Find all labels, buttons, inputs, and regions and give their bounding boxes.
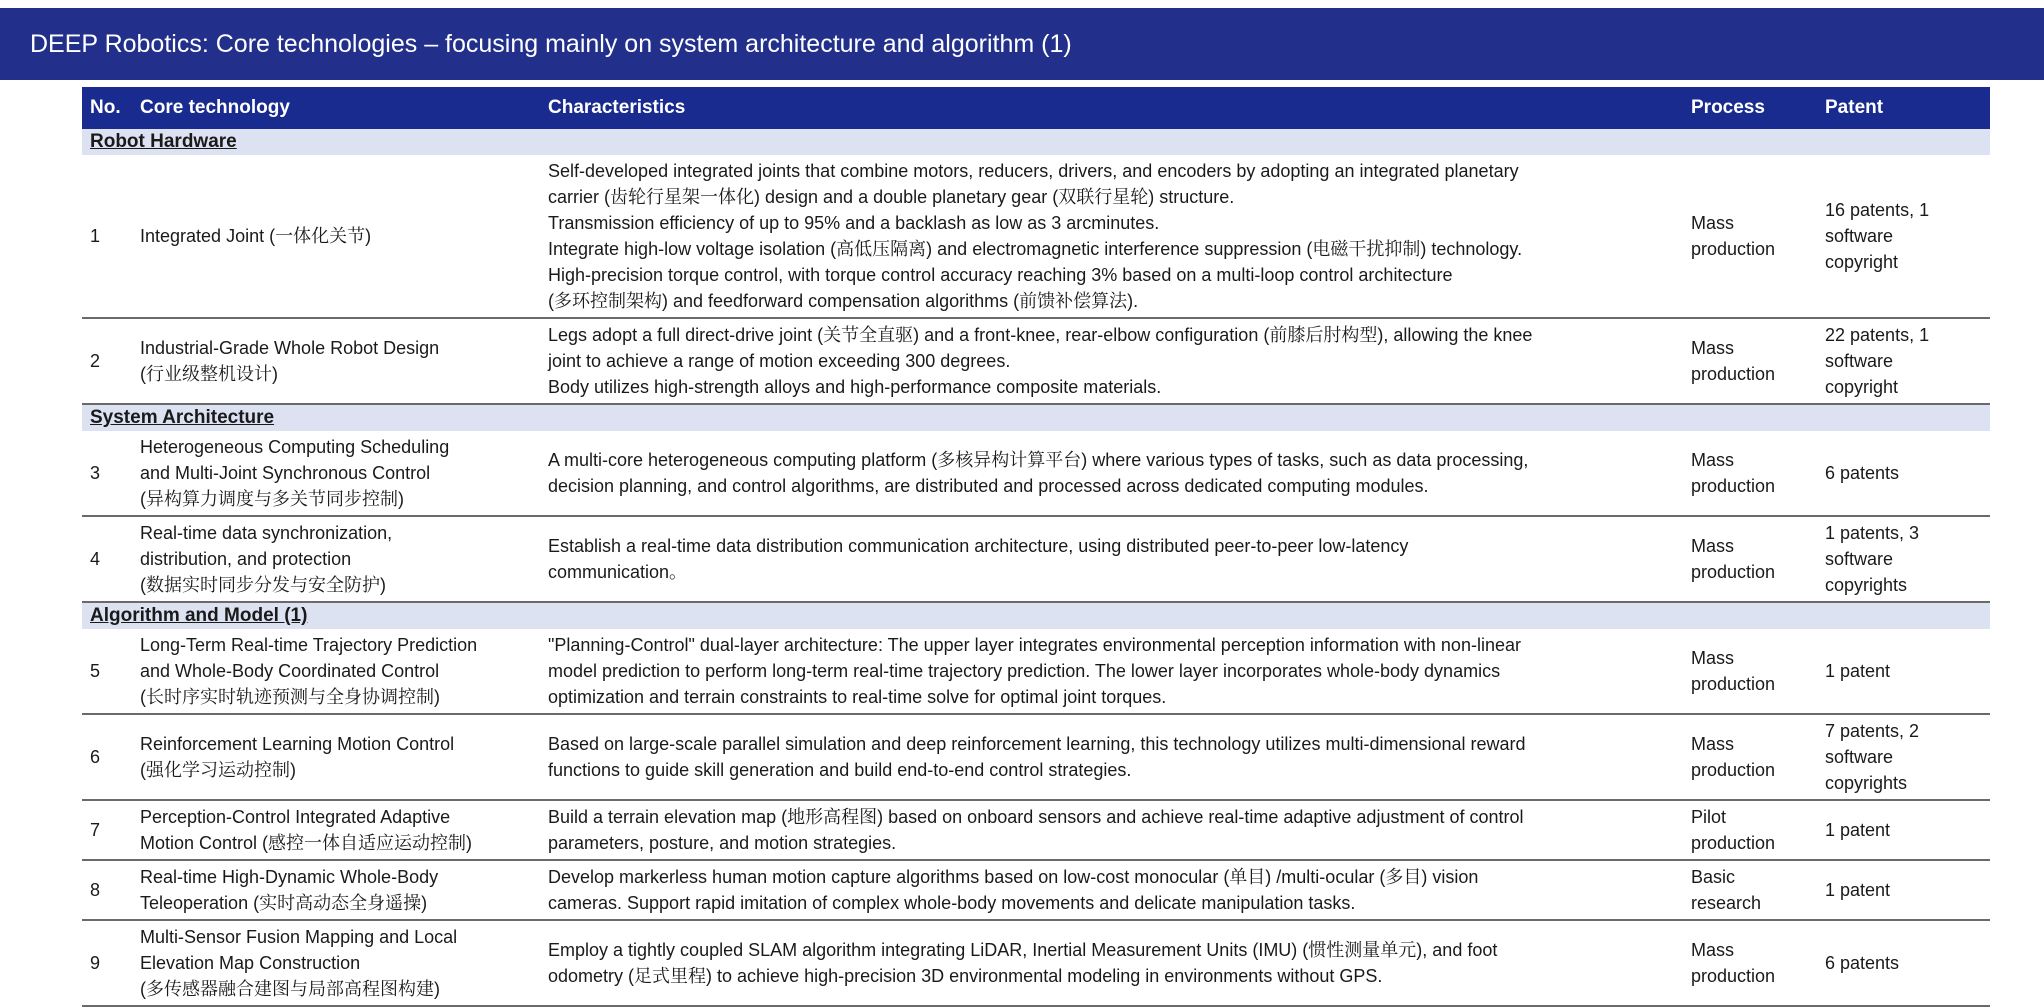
core-technology-line: and Whole-Body Coordinated Control <box>140 661 440 681</box>
characteristics-cell <box>540 800 1683 860</box>
process-cell <box>1683 860 1817 920</box>
patent-line: 1 patents, 3 <box>1825 523 1920 543</box>
table-row <box>82 516 1990 602</box>
process-line: production <box>1691 760 1776 780</box>
characteristics-line: (多环控制架构) and feedforward compensation algorithms (前馈补偿算法). <box>548 291 1139 311</box>
process-line: Mass <box>1691 338 1735 358</box>
patent-cell <box>1817 516 1990 602</box>
table-row <box>82 155 1990 318</box>
process-cell <box>1683 431 1817 516</box>
section-title: Robot Hardware <box>90 131 237 152</box>
core-technology-line: Reinforcement Learning Motion Control <box>140 734 455 754</box>
characteristics-cell <box>540 714 1683 800</box>
patent-line: software <box>1825 351 1894 371</box>
patent-cell <box>1817 920 1990 1006</box>
core-technology-line: Teleoperation (实时高动态全身遥操) <box>140 893 428 913</box>
characteristics-line: optimization and terrain constraints to real-time solve for optimal joint torques. <box>548 687 1167 707</box>
section-title: Algorithm and Model (1) <box>90 605 308 626</box>
characteristics-cell <box>540 318 1683 404</box>
section-cell <box>82 404 1990 431</box>
core-technology-cell <box>132 714 540 800</box>
characteristics-cell <box>540 431 1683 516</box>
characteristics-line: communication。 <box>548 562 688 582</box>
section-row <box>82 404 1990 431</box>
patent-cell <box>1817 155 1990 318</box>
core-technology-line: (数据实时同步分发与安全防护) <box>140 575 386 595</box>
characteristics-line: Transmission efficiency of up to 95% and a backlash as low as 3 arcminutes. <box>548 213 1160 233</box>
patent-line: 1 patent <box>1825 820 1891 840</box>
process-cell <box>1683 920 1817 1006</box>
characteristics-cell <box>540 920 1683 1006</box>
section-row <box>82 602 1990 629</box>
core-technology-line: Multi-Sensor Fusion Mapping and Local <box>140 927 458 947</box>
patent-line: copyrights <box>1825 773 1908 793</box>
patent-line: 1 patent <box>1825 661 1891 681</box>
core-technology-line: Heterogeneous Computing Scheduling <box>140 437 450 457</box>
patent-line: software <box>1825 549 1894 569</box>
core-technology-cell <box>132 431 540 516</box>
core-technology-table <box>82 87 1990 1007</box>
process-line: research <box>1691 893 1762 913</box>
patent-line: 6 patents <box>1825 953 1900 973</box>
core-technology-line: (强化学习运动控制) <box>140 760 296 780</box>
characteristics-line: Legs adopt a full direct-drive joint (关节全直驱) and a front-knee, rear-elbow configuration (前膝后肘构型), allowing the knee <box>548 325 1533 345</box>
header-characteristics: Characteristics <box>540 87 1683 129</box>
process-cell <box>1683 714 1817 800</box>
patent-line: 6 patents <box>1825 463 1900 483</box>
core-technology-line: Perception-Control Integrated Adaptive <box>140 807 451 827</box>
process-cell <box>1683 155 1817 318</box>
characteristics-line: Develop markerless human motion capture algorithms based on low-cost monocular (单目) /multi-ocular (多目) vision <box>548 867 1479 887</box>
patent-cell <box>1817 860 1990 920</box>
process-cell <box>1683 516 1817 602</box>
characteristics-line: joint to achieve a range of motion exceeding 300 degrees. <box>548 351 1011 371</box>
process-line: Pilot <box>1691 807 1727 827</box>
characteristics-line: functions to guide skill generation and build end-to-end control strategies. <box>548 760 1132 780</box>
row-number: 7 <box>82 800 132 860</box>
process-line: production <box>1691 562 1776 582</box>
patent-cell <box>1817 318 1990 404</box>
core-technology-cell <box>132 860 540 920</box>
row-number: 6 <box>82 714 132 800</box>
core-technology-cell <box>132 800 540 860</box>
characteristics-cell <box>540 860 1683 920</box>
core-technology-cell <box>132 318 540 404</box>
row-number: 2 <box>82 318 132 404</box>
patent-line: copyright <box>1825 377 1899 397</box>
process-line: Mass <box>1691 450 1735 470</box>
patent-cell <box>1817 431 1990 516</box>
core-technology-line: (异构算力调度与多关节同步控制) <box>140 489 404 509</box>
core-technology-line: distribution, and protection <box>140 549 352 569</box>
patent-cell <box>1817 629 1990 714</box>
row-number: 3 <box>82 431 132 516</box>
core-technology-line: (多传感器融合建图与局部高程图构建) <box>140 979 440 999</box>
patent-line: 1 patent <box>1825 880 1891 900</box>
patent-line: 22 patents, 1 <box>1825 325 1930 345</box>
process-line: Mass <box>1691 940 1735 960</box>
characteristics-line: Body utilizes high-strength alloys and high-performance composite materials. <box>548 377 1162 397</box>
process-line: production <box>1691 364 1776 384</box>
header-patent: Patent <box>1817 87 1990 129</box>
characteristics-line: Integrate high-low voltage isolation (高低压隔离) and electromagnetic interference suppression (电磁干扰抑制) technology. <box>548 239 1523 259</box>
section-cell <box>82 129 1990 155</box>
process-line: production <box>1691 674 1776 694</box>
process-line: production <box>1691 966 1776 986</box>
row-number: 4 <box>82 516 132 602</box>
characteristics-line: cameras. Support rapid imitation of complex whole-body movements and delicate manipulation tasks. <box>548 893 1356 913</box>
characteristics-cell <box>540 155 1683 318</box>
patent-line: software <box>1825 747 1894 767</box>
characteristics-line: parameters, posture, and motion strategies. <box>548 833 897 853</box>
characteristics-line: odometry (足式里程) to achieve high-precision 3D environmental modeling in environments without GPS. <box>548 966 1383 986</box>
header-process: Process <box>1683 87 1817 129</box>
section-title: System Architecture <box>90 407 275 428</box>
characteristics-line: Self-developed integrated joints that combine motors, reducers, drivers, and encoders by adopting an integrated planetary <box>548 161 1519 181</box>
core-technology-cell <box>132 629 540 714</box>
core-technology-cell <box>132 516 540 602</box>
table-row <box>82 318 1990 404</box>
characteristics-line: carrier (齿轮行星架一体化) design and a double planetary gear (双联行星轮) structure. <box>548 187 1235 207</box>
core-technology-line: (行业级整机设计) <box>140 364 278 384</box>
row-number: 9 <box>82 920 132 1006</box>
core-technology-line: (长时序实时轨迹预测与全身协调控制) <box>140 687 440 707</box>
patent-cell <box>1817 714 1990 800</box>
process-line: Mass <box>1691 734 1735 754</box>
patent-line: 16 patents, 1 <box>1825 200 1930 220</box>
process-line: Mass <box>1691 213 1735 233</box>
characteristics-line: Build a terrain elevation map (地形高程图) based on onboard sensors and achieve real-time adaptive adjustment of control <box>548 807 1524 827</box>
core-technology-line: Integrated Joint (一体化关节) <box>140 226 372 246</box>
characteristics-cell <box>540 629 1683 714</box>
table-header-row <box>82 87 1990 129</box>
patent-cell <box>1817 800 1990 860</box>
core-technology-line: Motion Control (感控一体自适应运动控制) <box>140 833 473 853</box>
row-number: 1 <box>82 155 132 318</box>
core-technology-line: Industrial-Grade Whole Robot Design <box>140 338 440 358</box>
table-row <box>82 920 1990 1006</box>
table-row <box>82 431 1990 516</box>
header-core-technology: Core technology <box>132 87 540 129</box>
characteristics-line: Employ a tightly coupled SLAM algorithm integrating LiDAR, Inertial Measurement Units (IMU) (惯性测量单元), and foot <box>548 940 1498 960</box>
characteristics-line: "Planning-Control" dual-layer architecture: The upper layer integrates environmental perception information with non-linear <box>548 635 1521 655</box>
process-cell <box>1683 800 1817 860</box>
patent-line: copyrights <box>1825 575 1908 595</box>
characteristics-line: A multi-core heterogeneous computing platform (多核异构计算平台) where various types of tasks, such as data processing, <box>548 450 1529 470</box>
table-row <box>82 714 1990 800</box>
core-technology-line: Elevation Map Construction <box>140 953 361 973</box>
process-cell <box>1683 318 1817 404</box>
core-technology-line: and Multi-Joint Synchronous Control <box>140 463 431 483</box>
characteristics-line: Establish a real-time data distribution communication architecture, using distributed peer-to-peer low-latency <box>548 536 1409 556</box>
characteristics-line: decision planning, and control algorithms, are distributed and processed across dedicated computing modules. <box>548 476 1429 496</box>
process-line: Basic <box>1691 867 1736 887</box>
patent-line: 7 patents, 2 <box>1825 721 1920 741</box>
table-row <box>82 800 1990 860</box>
row-number: 8 <box>82 860 132 920</box>
process-cell <box>1683 629 1817 714</box>
core-technology-cell <box>132 155 540 318</box>
process-line: production <box>1691 239 1776 259</box>
process-line: production <box>1691 476 1776 496</box>
table-row <box>82 629 1990 714</box>
core-technology-line: Real-time data synchronization, <box>140 523 393 543</box>
characteristics-line: Based on large-scale parallel simulation and deep reinforcement learning, this technology utilizes multi-dimensional reward <box>548 734 1526 754</box>
header-no: No. <box>82 87 132 129</box>
section-row <box>82 129 1990 155</box>
characteristics-cell <box>540 516 1683 602</box>
process-line: Mass <box>1691 536 1735 556</box>
row-number: 5 <box>82 629 132 714</box>
characteristics-line: High-precision torque control, with torque control accuracy reaching 3% based on a multi-loop control architecture <box>548 265 1453 285</box>
core-technology-line: Long-Term Real-time Trajectory Prediction <box>140 635 478 655</box>
core-technology-line: Real-time High-Dynamic Whole-Body <box>140 867 439 887</box>
patent-line: copyright <box>1825 252 1899 272</box>
process-line: production <box>1691 833 1776 853</box>
patent-line: software <box>1825 226 1894 246</box>
page-title: DEEP Robotics: Core technologies – focusing mainly on system architecture and algorithm (1) <box>0 8 2044 80</box>
table-body <box>82 129 1990 1006</box>
characteristics-line: model prediction to perform long-term real-time trajectory prediction. The lower layer incorporates whole-body dynamics <box>548 661 1501 681</box>
section-cell <box>82 602 1990 629</box>
core-technology-cell <box>132 920 540 1006</box>
table-row <box>82 860 1990 920</box>
process-line: Mass <box>1691 648 1735 668</box>
